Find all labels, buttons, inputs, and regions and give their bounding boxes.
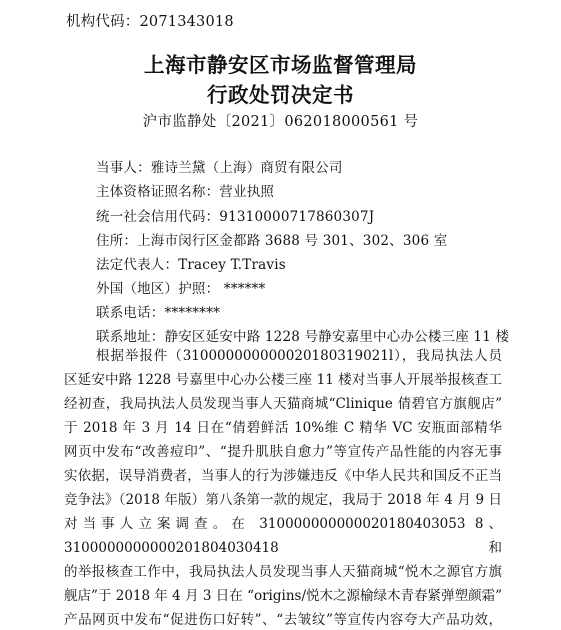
body-paragraph-line: 实依据，误导消费者，当事人的行为涉嫌违反《中华人民共和国反不正当 <box>64 468 502 484</box>
contact-address: 联系地址：静安区延安中路 1228 号静安嘉里中心办公楼三座 11 楼 <box>96 329 510 345</box>
contact-phone: 联系电话：******** <box>96 305 221 321</box>
body-paragraph-line: 的举报核查工作中，我局执法人员发现当事人天猫商城“悦木之源官方旗 <box>64 564 502 580</box>
passport-number: 外国（地区）护照： ****** <box>96 281 266 297</box>
body-paragraph-line: 3100000000000201804030418 和 <box>64 540 502 556</box>
body-paragraph-line: 舰店”于 2018 年 4 月 3 日在 “origins/悦木之源榆绿木青春紧弹塑颜霜” <box>64 588 502 604</box>
body-paragraph-line: 竞争法》（2018 年版）第八条第一款的规定，我局于 2018 年 4 月 9 日 <box>64 492 502 508</box>
document-title-agency: 上海市静安区市场监督管理局 <box>144 53 417 77</box>
party-name: 当事人：雅诗兰黛（上海）商贸有限公司 <box>96 160 343 176</box>
body-paragraph-line: 产品网页中发布“促进伤口好转”、“去皱纹”等宣传内容夸大产品功效， <box>64 612 502 628</box>
document-number: 沪市监静处〔2021〕062018000561 号 <box>142 114 419 130</box>
body-paragraph-line: 经初查，我局执法人员发现当事人天猫商城“Clinique 倩碧官方旗舰店” <box>64 396 502 412</box>
body-paragraph-line: 区延安中路 1228 号嘉里中心办公楼三座 11 楼对当事人开展举报核查工 <box>64 372 502 388</box>
body-paragraph-line: 网页中发布“改善痘印”、“提升肌肤自愈力”等宣传产品性能的内容无事 <box>64 444 502 460</box>
document-title-type: 行政处罚决定书 <box>207 83 354 107</box>
body-paragraph-line: 对当事人立案调查。在 310000000000020180403053 8、 <box>64 516 502 532</box>
legal-representative: 法定代表人：Tracey T.Travis <box>96 257 286 273</box>
party-address: 住所：上海市闵行区金都路 3688 号 301、302、306 室 <box>96 233 448 249</box>
credit-code: 统一社会信用代码：91310000717860307J <box>96 209 375 225</box>
body-paragraph-line: 根据举报件（310000000000020180319021l），我局执法人员 <box>96 348 502 364</box>
body-paragraph-line: 于 2018 年 3 月 14 日在“倩碧鲜活 10%维 C 精华 VC 安瓶面部精华 <box>64 420 502 436</box>
certificate-type: 主体资格证照名称：营业执照 <box>96 184 275 200</box>
org-code: 机构代码：2071343018 <box>66 14 234 30</box>
